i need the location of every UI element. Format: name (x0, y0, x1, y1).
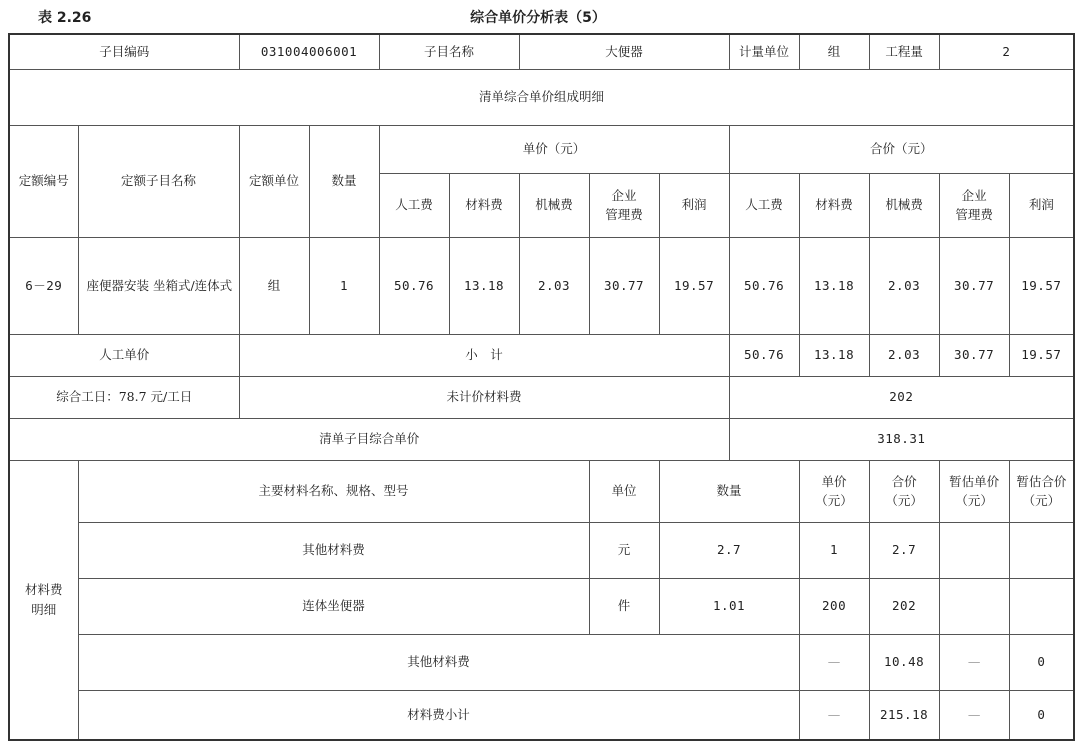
mat-col-unit-price: 单价 （元） (799, 460, 869, 522)
composition-title-row (9, 69, 1074, 125)
material-est-total (1009, 522, 1074, 578)
total-profit-value: 19.57 (1009, 237, 1074, 334)
material-row (9, 578, 1074, 634)
unit-material-value: 13.18 (449, 237, 519, 334)
other-materials-label: 其他材料费 (78, 634, 799, 690)
material-name: 其他材料费 (78, 522, 589, 578)
total-labor-value: 50.76 (729, 237, 799, 334)
material-est-unit (939, 522, 1009, 578)
material-total: 202 (869, 578, 939, 634)
mat-col-unit: 单位 (589, 460, 659, 522)
composite-price-row (9, 418, 1074, 460)
col-unit-material: 材料费 (449, 173, 519, 237)
total-material-value: 13.18 (799, 237, 869, 334)
material-unit: 元 (589, 522, 659, 578)
subtotal-machine: 2.03 (869, 334, 939, 376)
material-est-total (1009, 578, 1074, 634)
column-group-header-row (9, 125, 1074, 173)
col-total-profit: 利润 (1009, 173, 1074, 237)
col-unit-price-group: 单价（元） (379, 125, 729, 173)
code-value: 031004006001 (239, 34, 379, 69)
col-total-material: 材料费 (799, 173, 869, 237)
unit-price-analysis-table (8, 33, 1075, 741)
workday-row (9, 376, 1074, 418)
subtotal-labor: 50.76 (729, 334, 799, 376)
name-label: 子目名称 (379, 34, 519, 69)
unpriced-material-value: 202 (729, 376, 1074, 418)
material-unit-price: 1 (799, 522, 869, 578)
unit-value: 组 (799, 34, 869, 69)
material-unit-price: 200 (799, 578, 869, 634)
col-quota-unit: 定额单位 (239, 125, 309, 237)
subtotal-mgmt: 30.77 (939, 334, 1009, 376)
col-total-mgmt: 企业 管理费 (939, 173, 1009, 237)
col-total-machine: 机械费 (869, 173, 939, 237)
col-quota-name: 定额子目名称 (78, 125, 239, 237)
code-label: 子目编码 (9, 34, 239, 69)
materials-subtotal-total: 215.18 (869, 690, 939, 740)
materials-subtotal-row (9, 690, 1074, 740)
unpriced-material-label: 未计价材料费 (239, 376, 729, 418)
col-total-labor: 人工费 (729, 173, 799, 237)
quota-row (9, 237, 1074, 334)
quota-name: 座便器安装 坐箱式/连体式 (78, 237, 239, 334)
col-unit-mgmt: 企业 管理费 (589, 173, 659, 237)
quota-no: 6－29 (9, 237, 78, 334)
total-mgmt-value: 30.77 (939, 237, 1009, 334)
other-materials-est-unit: — (939, 634, 1009, 690)
table-number: 表 2.26 (38, 10, 92, 26)
materials-subtotal-est-total: 0 (1009, 690, 1074, 740)
unit-labor-value: 50.76 (379, 237, 449, 334)
materials-header-row (9, 460, 1074, 522)
materials-subtotal-label: 材料费小计 (78, 690, 799, 740)
labor-unit-price-label: 人工单价 (9, 334, 239, 376)
subtotal-label: 小 计 (239, 334, 729, 376)
subtotal-profit: 19.57 (1009, 334, 1074, 376)
materials-subtotal-est-unit: — (939, 690, 1009, 740)
material-row (9, 522, 1074, 578)
col-quota-no: 定额编号 (9, 125, 78, 237)
table-title: 综合单价分析表（5） (470, 10, 606, 26)
composite-price-label: 清单子目综合单价 (9, 418, 729, 460)
material-total: 2.7 (869, 522, 939, 578)
quota-unit: 组 (239, 237, 309, 334)
workday-label: 综合工日：78.7 元/工日 (9, 376, 239, 418)
mat-col-name: 主要材料名称、规格、型号 (78, 460, 589, 522)
mat-col-est-unit: 暂估单价 （元） (939, 460, 1009, 522)
name-value: 大便器 (519, 34, 729, 69)
col-unit-profit: 利润 (659, 173, 729, 237)
item-info-row (9, 34, 1074, 69)
unit-mgmt-value: 30.77 (589, 237, 659, 334)
other-materials-unit-price: — (799, 634, 869, 690)
unit-profit-value: 19.57 (659, 237, 729, 334)
other-materials-total: 10.48 (869, 634, 939, 690)
material-qty: 2.7 (659, 522, 799, 578)
unit-machine-value: 2.03 (519, 237, 589, 334)
materials-subtotal-unit-price: — (799, 690, 869, 740)
material-qty: 1.01 (659, 578, 799, 634)
col-unit-machine: 机械费 (519, 173, 589, 237)
subtotal-row (9, 334, 1074, 376)
quota-qty: 1 (309, 237, 379, 334)
mat-col-total: 合价 （元） (869, 460, 939, 522)
mat-col-est-total: 暂估合价 （元） (1009, 460, 1074, 522)
materials-section-label: 材料费 明细 (9, 460, 78, 740)
col-quantity: 数量 (309, 125, 379, 237)
material-unit: 件 (589, 578, 659, 634)
qty-label: 工程量 (869, 34, 939, 69)
unit-label: 计量单位 (729, 34, 799, 69)
material-name: 连体坐便器 (78, 578, 589, 634)
mat-col-qty: 数量 (659, 460, 799, 522)
qty-value: 2 (939, 34, 1074, 69)
subtotal-material: 13.18 (799, 334, 869, 376)
composite-price-value: 318.31 (729, 418, 1074, 460)
other-materials-est-total: 0 (1009, 634, 1074, 690)
material-est-unit (939, 578, 1009, 634)
col-unit-labor: 人工费 (379, 173, 449, 237)
total-machine-value: 2.03 (869, 237, 939, 334)
composition-title: 清单综合单价组成明细 (9, 69, 1074, 125)
table-header (0, 0, 1076, 32)
other-materials-row (9, 634, 1074, 690)
col-total-price-group: 合价（元） (729, 125, 1074, 173)
